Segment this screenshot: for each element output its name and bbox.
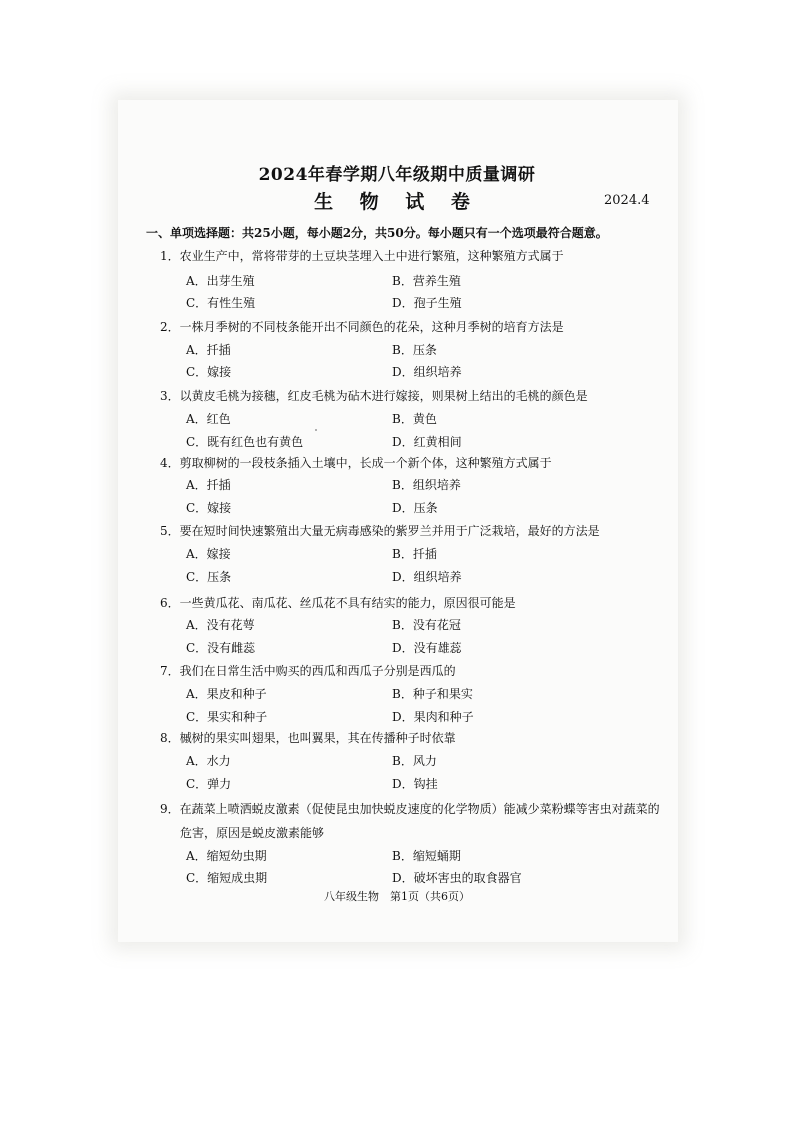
question-text: 剪取柳树的一段枝条插入土壤中，长成一个新个体，这种繁殖方式属于 — [179, 456, 552, 470]
question-text: 在蔬菜上喷洒蜕皮激素（促使昆虫加快蜕皮速度的化学物质）能减少菜粉蝶等害虫对蔬菜的 — [179, 802, 660, 816]
option-c: C．果实和种子 — [186, 710, 268, 724]
question-text: 我们在日常生活中购买的西瓜和西瓜子分别是西瓜的 — [179, 664, 456, 678]
page-footer: 八年级生物 第1页（共6页） — [324, 890, 470, 903]
option-d: D．红黄相间 — [392, 435, 462, 449]
exam-title: 2024年春学期八年级期中质量调研 — [258, 165, 536, 185]
option-d: D．钩挂 — [392, 777, 438, 791]
option-c: C．弹力 — [186, 777, 232, 791]
option-c: C．有性生殖 — [186, 296, 256, 310]
option-b: B．缩短蛹期 — [392, 849, 461, 863]
option-a: A．缩短幼虫期 — [186, 849, 267, 863]
option-a: A．出芽生殖 — [186, 274, 255, 288]
option-b: B．风力 — [392, 754, 437, 768]
option-c: C．压条 — [186, 570, 232, 584]
question-number: 7． — [160, 664, 180, 678]
scan-speck — [315, 429, 317, 431]
option-b: B．没有花冠 — [392, 618, 461, 632]
option-b: B．黄色 — [392, 412, 437, 426]
question-number: 1． — [160, 249, 180, 263]
option-b: B．种子和果实 — [392, 687, 473, 701]
question-text: 一株月季树的不同枝条能开出不同颜色的花朵，这种月季树的培育方法是 — [179, 320, 564, 334]
option-c: C．没有雌蕊 — [186, 641, 256, 655]
option-a: A．果皮和种子 — [186, 687, 267, 701]
option-b: B．扦插 — [392, 547, 437, 561]
option-a: A．扦插 — [186, 343, 231, 357]
question-4 — [160, 454, 552, 471]
question-9-continuation: 危害，原因是蜕皮激素能够 — [180, 826, 325, 840]
section-heading: 一、单项选择题：共25小题，每小题2分，共50分。每小题只有一个选项最符合题意。 — [146, 226, 608, 240]
option-c: C．嫁接 — [186, 365, 232, 379]
question-text: 农业生产中，常将带芽的土豆块茎埋入土中进行繁殖，这种繁殖方式属于 — [179, 249, 564, 263]
question-text: 一些黄瓜花、南瓜花、丝瓜花不具有结实的能力，原因很可能是 — [179, 596, 516, 610]
option-b: B．营养生殖 — [392, 274, 461, 288]
question-1 — [160, 247, 564, 264]
option-d: D．组织培养 — [392, 570, 462, 584]
exam-subtitle: 生 物 试 卷 — [314, 191, 480, 213]
question-number: 2． — [160, 320, 180, 334]
question-5 — [160, 522, 600, 539]
question-7 — [160, 662, 456, 679]
option-b: B．压条 — [392, 343, 437, 357]
question-3 — [160, 387, 588, 404]
option-a: A．扦插 — [186, 478, 231, 492]
question-number: 3． — [160, 389, 180, 403]
question-8 — [160, 729, 456, 746]
option-a: A．红色 — [186, 412, 231, 426]
option-a: A．没有花萼 — [186, 618, 255, 632]
option-d: D．没有雄蕊 — [392, 641, 462, 655]
option-c: C．既有红色也有黄色 — [186, 435, 304, 449]
option-b: B．组织培养 — [392, 478, 461, 492]
option-d: D．组织培养 — [392, 365, 462, 379]
question-number: 9． — [160, 802, 180, 816]
option-d: D．孢子生殖 — [392, 296, 462, 310]
option-c: C．缩短成虫期 — [186, 871, 268, 885]
question-2 — [160, 318, 564, 335]
question-text: 要在短时间快速繁殖出大量无病毒感染的紫罗兰并用于广泛栽培，最好的方法是 — [179, 524, 600, 538]
question-6 — [160, 594, 516, 611]
question-number: 8． — [160, 731, 180, 745]
option-d: D．破坏害虫的取食器官 — [392, 871, 522, 885]
option-a: A．嫁接 — [186, 547, 231, 561]
question-number: 6． — [160, 596, 180, 610]
exam-date: 2024.4 — [604, 193, 650, 208]
question-number: 5． — [160, 524, 180, 538]
question-number: 4． — [160, 456, 180, 470]
question-text: 以黄皮毛桃为接穗，红皮毛桃为砧木进行嫁接，则果树上结出的毛桃的颜色是 — [179, 389, 588, 403]
option-d: D．果肉和种子 — [392, 710, 474, 724]
option-c: C．嫁接 — [186, 501, 232, 515]
option-d: D．压条 — [392, 501, 438, 515]
option-a: A．水力 — [186, 754, 231, 768]
question-9 — [160, 800, 660, 817]
question-text: 槭树的果实叫翅果，也叫翼果，其在传播种子时依靠 — [179, 731, 456, 745]
